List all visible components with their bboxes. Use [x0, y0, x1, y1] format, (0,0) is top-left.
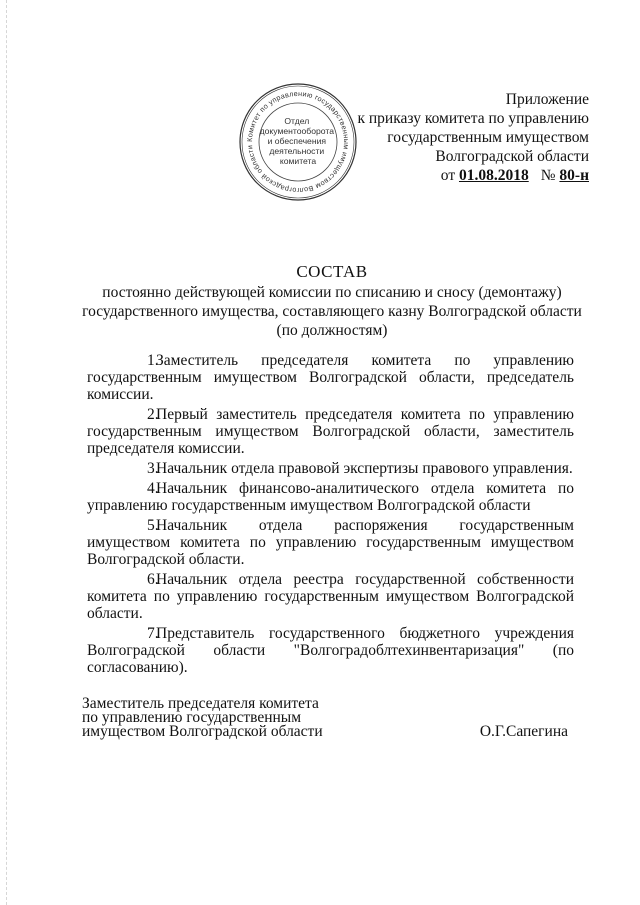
list-item-number: 5. [147, 517, 159, 534]
seal-inner-line-4: деятельности [269, 146, 325, 156]
list-item-text: Представитель государственного бюджетного учреждения Волгоградской области "Волгоградоблтехинвентаризация" (по согласованию). [87, 625, 574, 676]
list-item [87, 571, 574, 622]
list-item [87, 625, 574, 676]
list-item-number: 6. [147, 571, 159, 588]
seal-inner-line-3: и обеспечения [267, 136, 327, 146]
appendix-date-line [357, 166, 589, 185]
seal-inner-line-5: комитета [279, 156, 317, 166]
list-item [87, 406, 574, 457]
title-line-3: (по должностям) [276, 322, 388, 339]
signatory-position-3: имуществом Волгоградской области [82, 723, 323, 740]
signatory-position-2: по управлению государственным [82, 709, 302, 726]
signature-block [82, 697, 568, 739]
list-item [87, 352, 574, 403]
list-item-number: 4. [147, 480, 159, 497]
signatory-name: О.Г.Сапегина [479, 723, 568, 740]
seal-graphic [236, 80, 360, 204]
list-item-text: Начальник отдела распоряжения государственным имуществом комитета по управлению государственным имуществом Волгоградской области. [87, 517, 574, 568]
svg-text:Отдел документооборота [260, 116, 337, 166]
list-item-text: Начальник отдела правовой экспертизы правового управления. [156, 460, 573, 477]
list-item-number: 3. [147, 460, 159, 477]
number-sign: № [540, 167, 556, 184]
list-item [87, 480, 574, 514]
appendix-order-ref-3: Волгоградской области [435, 148, 589, 165]
appendix-order-ref: к приказу комитета по управлению [357, 110, 589, 127]
list-item-number: 7. [147, 625, 159, 642]
order-number: 80-н [559, 167, 589, 184]
round-seal-stamp [236, 80, 360, 204]
scan-edge-mark [6, 0, 8, 905]
list-item-text: Начальник отдела реестра государственной собственности комитета по управлению государственным имуществом Волгоградской области. [87, 571, 574, 622]
title-line-1: постоянно действующей комиссии по списанию и сносу (демонтажу) [102, 284, 562, 301]
appendix-header [357, 90, 589, 185]
seal-inner-line-1: Отдел [284, 116, 310, 126]
title-line-2: государственного имущества, составляющего казну Волгоградской области [82, 303, 582, 320]
document-title [72, 262, 592, 340]
list-item [87, 460, 574, 477]
signatory-position-1: Заместитель председателя комитета [82, 695, 319, 712]
list-item [87, 517, 574, 568]
appendix-order-ref-2: государственным имуществом [387, 129, 589, 146]
list-item-text: Первый заместитель председателя комитета по управлению государственным имуществом Волгоградской области, заместитель председателя комиссии. [87, 406, 574, 457]
commission-members-list [87, 352, 574, 679]
appendix-title: Приложение [505, 91, 589, 108]
list-item-number: 1. [147, 352, 159, 369]
date-prefix: от [440, 167, 456, 184]
list-item-number: 2. [147, 406, 159, 423]
seal-inner-line-2: документооборота [259, 126, 334, 136]
title-heading: СОСТАВ [296, 262, 368, 281]
order-date: 01.08.2018 [458, 167, 529, 184]
seal-ring-text: Комитет по управлению государственным имуществом Волгоградской области [244, 88, 352, 196]
list-item-text: Начальник финансово-аналитического отдела комитета по управлению государственным имуществом Волгоградской области [87, 480, 574, 514]
list-item-text: Заместитель председателя комитета по управлению государственным имуществом Волгоградской области, председатель комиссии. [87, 352, 574, 403]
